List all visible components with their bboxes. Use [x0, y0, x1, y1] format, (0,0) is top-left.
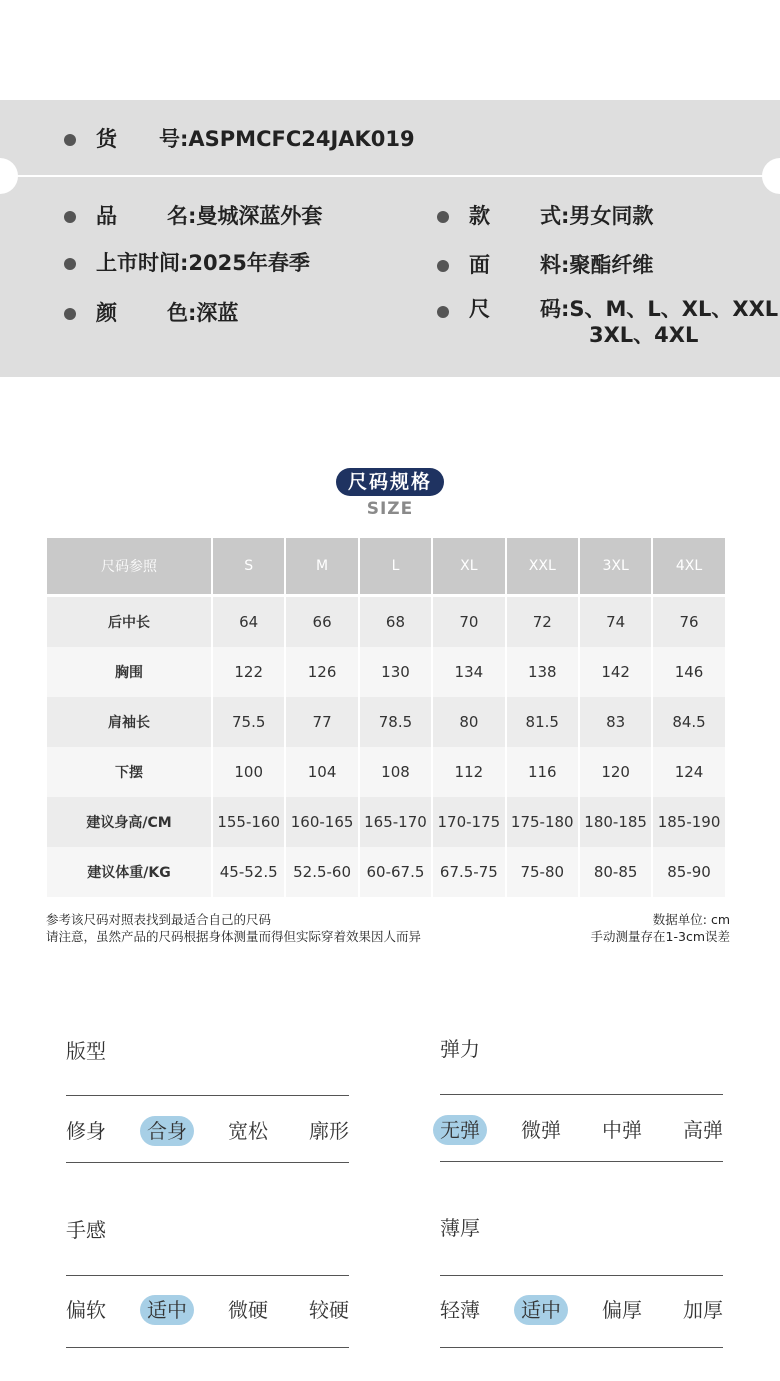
table-cell: 180-185	[580, 797, 653, 847]
attr-divider-bottom	[440, 1347, 723, 1348]
table-row	[47, 797, 727, 847]
table-header-cell: 4XL	[653, 538, 726, 594]
attr-fit	[66, 1036, 349, 1166]
attr-divider-bottom	[66, 1162, 349, 1163]
info-sku: 货 号 : ASPMCFC24JAK019	[64, 126, 415, 152]
table-cell: 185-190	[653, 797, 726, 847]
info-release: 上市时间 : 2025年春季	[64, 250, 310, 276]
bullet-icon	[64, 258, 76, 270]
note-left-line1: 参考该尺码对照表找到最适合自己的尺码	[46, 912, 272, 927]
table-cell: 74	[580, 597, 653, 647]
attr-elasticity-title: 弹力	[440, 1037, 480, 1061]
attr-option: 宽松	[228, 1119, 268, 1143]
attr-option: 微弹	[521, 1118, 561, 1142]
table-cell: 138	[507, 647, 580, 697]
attr-option: 偏软	[66, 1298, 106, 1322]
attr-option-selected: 适中	[514, 1295, 568, 1325]
table-cell: 76	[653, 597, 726, 647]
table-cell: 75.5	[213, 697, 286, 747]
table-cell: 116	[507, 747, 580, 797]
bullet-icon	[437, 260, 449, 272]
attr-thickness-options	[440, 1295, 723, 1325]
bullet-icon	[64, 134, 76, 146]
table-header-cell: S	[213, 538, 286, 594]
info-color-value: 深蓝	[196, 301, 239, 325]
table-row-label: 下摆	[47, 747, 213, 797]
attr-option: 高弹	[683, 1118, 723, 1142]
table-row	[47, 597, 727, 647]
attr-thickness	[440, 1213, 723, 1350]
info-sku-label: 货 号	[96, 127, 180, 151]
table-row-label: 后中长	[47, 597, 213, 647]
info-name: 品 名 : 曼城深蓝外套	[64, 203, 322, 229]
bullet-icon	[437, 211, 449, 223]
table-cell: 45-52.5	[213, 847, 286, 897]
table-cell: 100	[213, 747, 286, 797]
attr-divider-top	[66, 1275, 349, 1276]
table-cell: 75-80	[507, 847, 580, 897]
info-fabric-value: 聚酯纤维	[569, 253, 654, 277]
table-header-row	[47, 538, 727, 594]
note-left-line2: 请注意，虽然产品的尺码根据身体测量而得但实际穿着效果因人而异	[46, 929, 422, 944]
table-row	[47, 747, 727, 797]
attr-option: 中弹	[602, 1118, 642, 1142]
attr-divider-top	[440, 1275, 723, 1276]
attr-divider-top	[66, 1095, 349, 1096]
table-cell: 67.5-75	[433, 847, 506, 897]
table-cell: 64	[213, 597, 286, 647]
note-right-line2: 手动测量存在1-3cm误差	[590, 929, 730, 944]
attr-fit-options	[66, 1116, 349, 1146]
table-cell: 83	[580, 697, 653, 747]
attr-fit-title: 版型	[66, 1039, 106, 1063]
table-header-cell: XL	[433, 538, 506, 594]
table-header-cell: XXL	[507, 538, 580, 594]
table-header-cell: L	[360, 538, 433, 594]
note-left	[46, 911, 421, 945]
attr-divider-bottom	[440, 1161, 723, 1162]
bullet-icon	[64, 308, 76, 320]
info-style-label: 款 式	[469, 204, 561, 228]
attr-divider-top	[440, 1094, 723, 1095]
attr-option: 廓形	[309, 1119, 349, 1143]
table-cell: 66	[286, 597, 359, 647]
attr-option: 偏厚	[602, 1298, 642, 1322]
attr-hand-feel-title: 手感	[66, 1218, 106, 1242]
table-cell: 130	[360, 647, 433, 697]
table-cell: 68	[360, 597, 433, 647]
info-sizes-label: 尺 码	[469, 297, 561, 321]
attr-option-selected: 适中	[140, 1295, 194, 1325]
size-chart-subtitle: SIZE	[366, 499, 414, 519]
table-cell: 78.5	[360, 697, 433, 747]
table-header-cell: 尺码参照	[47, 538, 213, 594]
attr-option: 较硬	[309, 1298, 349, 1322]
table-cell: 70	[433, 597, 506, 647]
table-cell: 175-180	[507, 797, 580, 847]
table-cell: 108	[360, 747, 433, 797]
info-sizes-value-line2: 3XL、4XL	[589, 323, 699, 347]
table-cell: 126	[286, 647, 359, 697]
table-row-label: 胸围	[47, 647, 213, 697]
attr-thickness-title: 薄厚	[440, 1216, 480, 1240]
attr-hand-feel-options	[66, 1295, 349, 1325]
table-cell: 81.5	[507, 697, 580, 747]
attr-option-selected: 合身	[140, 1116, 194, 1146]
table-cell: 80	[433, 697, 506, 747]
attr-option-selected: 无弹	[433, 1115, 487, 1145]
attr-option: 轻薄	[440, 1298, 480, 1322]
attr-elasticity	[440, 1034, 723, 1164]
bullet-icon	[64, 211, 76, 223]
table-cell: 170-175	[433, 797, 506, 847]
note-right	[530, 911, 730, 945]
table-cell: 80-85	[580, 847, 653, 897]
table-row-label: 肩袖长	[47, 697, 213, 747]
table-row	[47, 647, 727, 697]
info-fabric: 面 料 : 聚酯纤维	[437, 252, 653, 278]
table-header-cell: M	[286, 538, 359, 594]
table-cell: 52.5-60	[286, 847, 359, 897]
table-cell: 112	[433, 747, 506, 797]
info-style: 款 式 : 男女同款	[437, 203, 653, 229]
info-color: 颜 色 : 深蓝	[64, 300, 238, 326]
table-cell: 142	[580, 647, 653, 697]
table-cell: 120	[580, 747, 653, 797]
size-table	[47, 538, 727, 897]
info-color-label: 颜 色	[96, 301, 188, 325]
table-row	[47, 847, 727, 897]
info-style-value: 男女同款	[569, 204, 654, 228]
table-cell: 122	[213, 647, 286, 697]
table-cell: 124	[653, 747, 726, 797]
band-divider	[0, 175, 780, 177]
attr-option: 微硬	[228, 1298, 268, 1322]
table-cell: 72	[507, 597, 580, 647]
attr-divider-bottom	[66, 1347, 349, 1348]
attr-option: 修身	[66, 1119, 106, 1143]
table-cell: 84.5	[653, 697, 726, 747]
info-sizes-value: S、M、L、XL、XXL	[569, 297, 779, 321]
table-row-label: 建议体重/KG	[47, 847, 213, 897]
table-cell: 134	[433, 647, 506, 697]
table-header-cell: 3XL	[580, 538, 653, 594]
attr-hand-feel	[66, 1215, 349, 1350]
info-sizes: 尺 码 :S、M、L、XL、XXL 3XL、4XL	[437, 296, 778, 348]
table-row-label: 建议身高/CM	[47, 797, 213, 847]
attr-option: 加厚	[683, 1298, 723, 1322]
table-cell: 165-170	[360, 797, 433, 847]
info-name-label: 品 名	[96, 204, 188, 228]
bullet-icon	[437, 306, 449, 318]
table-cell: 77	[286, 697, 359, 747]
table-cell: 160-165	[286, 797, 359, 847]
product-info-band	[0, 100, 780, 377]
table-cell: 155-160	[213, 797, 286, 847]
size-chart-title: 尺码规格	[336, 468, 444, 496]
table-cell: 104	[286, 747, 359, 797]
info-name-value: 曼城深蓝外套	[196, 204, 323, 228]
table-row	[47, 697, 727, 747]
attr-elasticity-options	[440, 1115, 723, 1145]
info-sku-value: ASPMCFC24JAK019	[188, 127, 415, 151]
table-cell: 85-90	[653, 847, 726, 897]
info-release-value: 2025年春季	[188, 251, 310, 275]
table-cell: 146	[653, 647, 726, 697]
table-cell: 60-67.5	[360, 847, 433, 897]
info-fabric-label: 面 料	[469, 253, 561, 277]
info-release-label: 上市时间	[96, 251, 180, 275]
note-right-line1: 数据单位: cm	[652, 912, 730, 927]
